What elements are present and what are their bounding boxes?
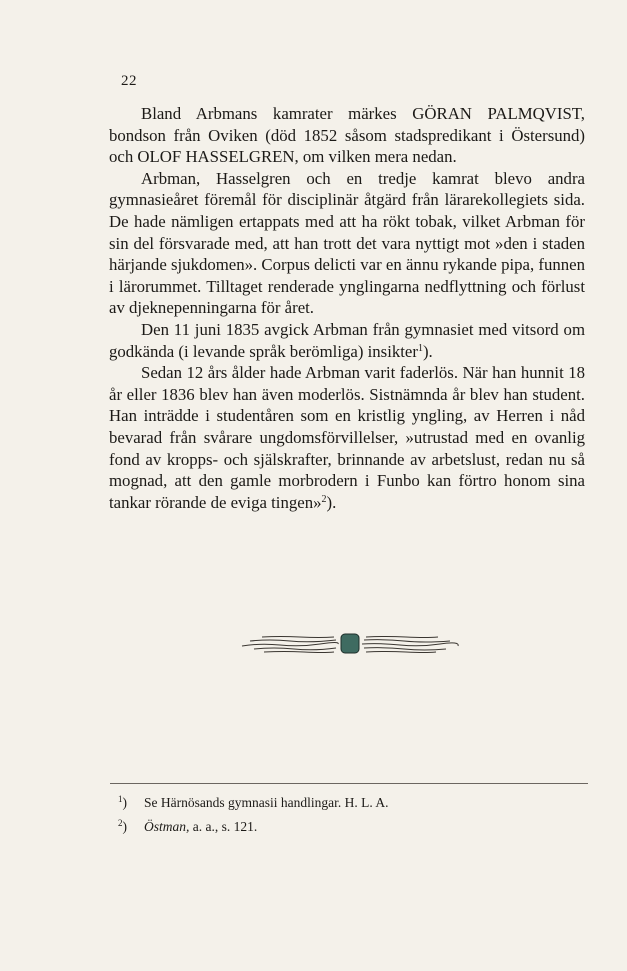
page-number: 22 — [121, 73, 137, 89]
paragraph-4 — [109, 362, 585, 513]
footnote-2-author: Östman, — [144, 819, 190, 834]
footnote-1 — [118, 791, 578, 815]
paragraph-3-tail: ). — [422, 341, 433, 361]
paragraph-3-text: Den 11 juni 1835 avgick Arbman från gymnasiet med vitsord om godkända (i levande språk berömliga) insikter — [109, 319, 585, 361]
paragraph-1-text: Bland Arbmans kamrater märkes GÖRAN PALMQVIST, bondson från Oviken (död 1852 såsom stadspredikant i Östersund) och OLOF HASSELGREN, om vilken mera nedan. — [109, 104, 585, 167]
wave-lines-ornament — [240, 631, 460, 657]
ornament-center-block — [341, 634, 359, 653]
footnote-2-mark — [118, 815, 134, 839]
footnote-ref-1: 1 — [417, 342, 423, 354]
footnote-1-text: Se Härnösands gymnasii handlingar. H. L. A. — [144, 795, 389, 810]
paragraph-2 — [109, 168, 585, 319]
footnotes — [118, 791, 578, 839]
footnote-2-number: 2 — [118, 818, 123, 828]
footnote-1-paren: ) — [122, 795, 127, 810]
footnote-divider — [110, 783, 588, 784]
footnote-2-paren: ) — [122, 819, 127, 834]
footnote-1-number: 1 — [118, 794, 123, 804]
paragraph-3 — [109, 319, 585, 362]
body-text — [109, 103, 585, 513]
paragraph-2-text: Arbman, Hasselgren och en tredje kamrat blevo andra gymnasieåret föremål för disciplinär åtgärd från lärarekollegiets sida. De hade nämligen ertappats med att ha rökt tobak, vilket Arbman för sin del försvarade med, att han trott det vara nyttigt mot »den i staden härjande sjukdomen». Corpus delicti var en ännu rykande pipa, funnen i lärorummet. Tilltaget renderade ynglingarna nedflyttning och förlust av djeknepenningarna för året. — [109, 168, 585, 318]
footnote-1-mark — [118, 791, 134, 815]
paragraph-4-tail: ). — [326, 492, 337, 512]
footnote-2 — [118, 815, 578, 839]
footnote-2-text: a. a., s. 121. — [189, 819, 258, 834]
paragraph-1 — [109, 103, 585, 168]
footnote-ref-2: 2 — [321, 493, 327, 505]
paragraph-4-text: Sedan 12 års ålder hade Arbman varit faderlös. När han hunnit 18 år eller 1836 blev han även moderlös. Sistnämnda år blev han student. Han inträdde i studentåren som en kristlig yngling, av Herren i nåd bevarad från svårare ungdomsförvillelser, »utrustad med en ovanlig fond av kropps- och själskrafter, brinnande av arbetslust, redan nu så mognad, att den gamle morbrodern i Funbo kan förtro honom sina tankar rörande de eviga tingen» — [109, 363, 585, 512]
